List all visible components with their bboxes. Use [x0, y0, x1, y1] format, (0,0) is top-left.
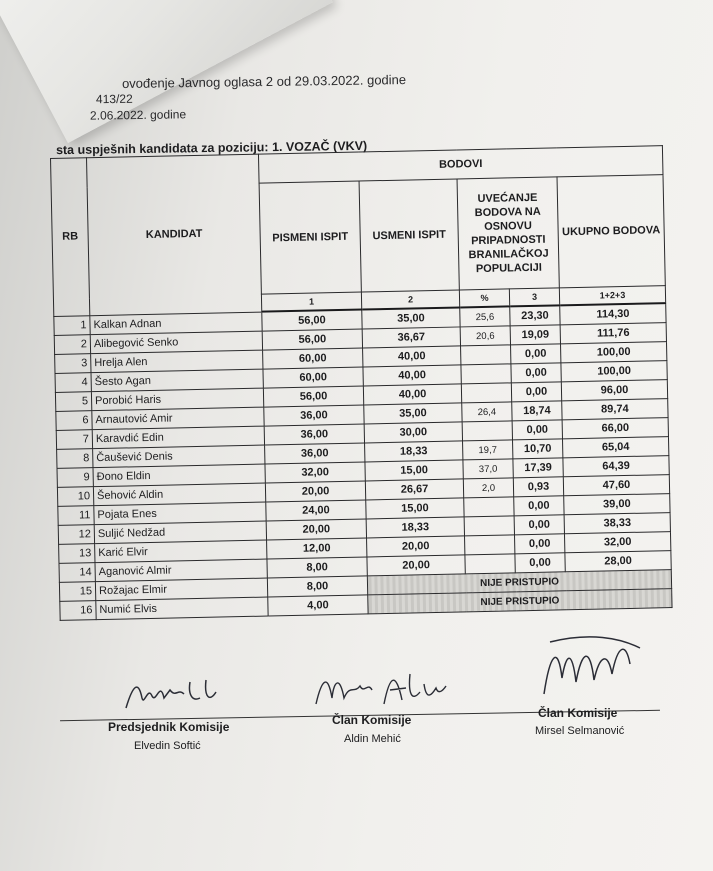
- row-number-cell: 16: [60, 601, 96, 621]
- total-points-cell: 66,00: [562, 418, 668, 439]
- header-date: 2.06.2022. godine: [89, 107, 187, 123]
- candidate-name-cell: Pojata Enes: [94, 502, 266, 525]
- col-rb-header: RB: [51, 158, 90, 316]
- candidate-name-cell: Đono Eldin: [93, 464, 265, 487]
- list-title: sta uspješnih kandidata za poziciju: 1. VOZAČ (VKV): [55, 138, 368, 158]
- candidate-name-cell: Alibegović Senko: [90, 331, 262, 354]
- bonus-points-cell: 19,09: [510, 325, 560, 345]
- usmeni-score-cell: 18,33: [365, 441, 463, 462]
- usmeni-score-cell: 40,00: [363, 365, 461, 386]
- bonus-percent-cell: 20,6: [460, 326, 510, 346]
- signature-role-2: Član Komisije: [332, 713, 412, 727]
- absent-note-cell: NIJE PRISTUPIO: [368, 589, 672, 614]
- bonus-percent-cell: [464, 497, 514, 517]
- usmeni-score-cell: 40,00: [363, 346, 461, 367]
- header-announcement: ovođenje Javnog oglasa 2 od 29.03.2022. godine: [121, 72, 407, 91]
- signature-mehic: [310, 664, 450, 716]
- results-table-container: [50, 145, 672, 631]
- pismeni-score-cell: 60,00: [263, 348, 363, 369]
- col-num-total: 1+2+3: [559, 286, 665, 306]
- candidate-name-cell: Numić Elvis: [96, 597, 268, 620]
- total-points-cell: 32,00: [564, 532, 670, 553]
- row-number-cell: 14: [59, 563, 95, 583]
- row-number-cell: 7: [56, 430, 92, 450]
- usmeni-score-cell: 35,00: [364, 403, 462, 424]
- pismeni-score-cell: 8,00: [267, 576, 367, 597]
- total-points-cell: 89,74: [562, 399, 668, 420]
- total-points-cell: 47,60: [563, 475, 669, 496]
- bonus-points-cell: 0,00: [514, 534, 564, 554]
- bonus-percent-cell: [465, 535, 515, 555]
- col-kandidat-header: KANDIDAT: [87, 154, 262, 315]
- results-table: [50, 145, 673, 621]
- candidate-name-cell: Hrelja Alen: [91, 350, 263, 373]
- pismeni-score-cell: 36,00: [264, 405, 364, 426]
- candidate-name-cell: Arnautović Amir: [92, 407, 264, 430]
- total-points-cell: 111,76: [560, 323, 666, 344]
- usmeni-score-cell: 30,00: [364, 422, 462, 443]
- candidate-name-cell: Kalkan Adnan: [90, 312, 262, 335]
- usmeni-score-cell: 20,00: [367, 536, 465, 557]
- row-number-cell: 9: [57, 468, 93, 488]
- row-number-cell: 2: [54, 335, 90, 355]
- bonus-points-cell: 0,93: [513, 477, 563, 497]
- bonus-points-cell: 0,00: [511, 363, 561, 383]
- pismeni-score-cell: 36,00: [265, 443, 365, 464]
- row-number-cell: 15: [59, 582, 95, 602]
- signature-role-3: Član Komisije: [538, 706, 618, 720]
- usmeni-score-cell: 35,00: [362, 307, 460, 329]
- bonus-percent-cell: [464, 516, 514, 536]
- pismeni-score-cell: 20,00: [265, 481, 365, 502]
- col-num-2: 2: [361, 290, 459, 310]
- total-points-cell: 100,00: [561, 342, 667, 363]
- total-points-cell: 39,00: [564, 494, 670, 515]
- total-points-cell: 38,33: [564, 513, 670, 534]
- bonus-percent-cell: [462, 421, 512, 441]
- candidate-name-cell: Šehović Aldin: [93, 483, 265, 506]
- col-pismeni-header: PISMENI ISPIT: [259, 181, 361, 294]
- bonus-points-cell: 0,00: [511, 344, 561, 364]
- absent-note-cell: NIJE PRISTUPIO: [367, 570, 671, 595]
- total-points-cell: 28,00: [565, 551, 671, 572]
- bonus-points-cell: 0,00: [514, 515, 564, 535]
- bonus-percent-cell: 2,0: [463, 478, 513, 498]
- pismeni-score-cell: 60,00: [263, 367, 363, 388]
- col-num-pct: %: [459, 289, 509, 308]
- bonus-percent-cell: 19,7: [463, 440, 513, 460]
- bonus-percent-cell: [461, 383, 511, 403]
- pismeni-score-cell: 56,00: [262, 329, 362, 350]
- bonus-percent-cell: [461, 345, 511, 365]
- row-number-cell: 5: [55, 392, 91, 412]
- bonus-points-cell: 0,00: [512, 420, 562, 440]
- total-points-cell: 100,00: [561, 361, 667, 382]
- bonus-percent-cell: [461, 364, 511, 384]
- signature-name-2: Aldin Mehić: [344, 733, 401, 745]
- bonus-points-cell: 0,00: [514, 496, 564, 516]
- pismeni-score-cell: 32,00: [265, 462, 365, 483]
- usmeni-score-cell: 18,33: [366, 517, 464, 538]
- pismeni-score-cell: 24,00: [266, 500, 366, 521]
- usmeni-score-cell: 36,67: [362, 327, 460, 348]
- candidate-name-cell: Karavdić Edin: [92, 426, 264, 449]
- bonus-percent-cell: 25,6: [460, 306, 510, 327]
- pismeni-score-cell: 36,00: [264, 424, 364, 445]
- bonus-points-cell: 0,00: [511, 382, 561, 402]
- usmeni-score-cell: 40,00: [363, 384, 461, 405]
- col-ukupno-header: UKUPNO BODOVA: [557, 175, 665, 288]
- total-points-cell: 64,39: [563, 456, 669, 477]
- candidate-name-cell: Aganović Almir: [95, 559, 267, 582]
- total-points-cell: 96,00: [561, 380, 667, 401]
- signature-name-1: Elvedin Softić: [134, 740, 201, 752]
- row-number-cell: 1: [54, 315, 90, 335]
- row-number-cell: 11: [58, 506, 94, 526]
- col-num-3: 3: [509, 288, 559, 307]
- header-reference-number: 413/22: [95, 91, 133, 107]
- candidate-name-cell: Karić Elvir: [95, 540, 267, 563]
- signature-softic: [118, 668, 228, 718]
- candidate-name-cell: Čaušević Denis: [93, 445, 265, 468]
- pismeni-score-cell: 4,00: [268, 595, 368, 616]
- signature-selmanovic: [530, 634, 650, 706]
- candidate-name-cell: Porobić Haris: [91, 388, 263, 411]
- bonus-points-cell: 17,39: [513, 458, 563, 478]
- signature-name-3: Mirsel Selmanović: [535, 725, 625, 737]
- row-number-cell: 12: [58, 525, 94, 545]
- col-num-1: 1: [261, 292, 361, 312]
- bonus-points-cell: 18,74: [512, 401, 562, 421]
- total-points-cell: 65,04: [562, 437, 668, 458]
- bonus-percent-cell: [465, 554, 515, 574]
- col-usmeni-header: USMENI ISPIT: [359, 179, 459, 292]
- col-uvecanje-header: UVEĆANJE BODOVA NA OSNOVU PRIPADNOSTI BRANILAČKOJ POPULACIJI: [457, 177, 559, 290]
- usmeni-score-cell: 15,00: [366, 498, 464, 519]
- row-number-cell: 6: [56, 411, 92, 431]
- bonus-percent-cell: 26,4: [462, 402, 512, 422]
- row-number-cell: 10: [57, 487, 93, 507]
- signature-role-1: Predsjednik Komisije: [108, 720, 230, 734]
- bonus-percent-cell: 37,0: [463, 459, 513, 479]
- usmeni-score-cell: 26,67: [365, 479, 463, 500]
- bonus-points-cell: 0,00: [515, 553, 565, 573]
- pismeni-score-cell: 56,00: [263, 386, 363, 407]
- pismeni-score-cell: 8,00: [267, 557, 367, 578]
- table-body: [54, 303, 672, 620]
- col-bodovi-header: BODOVI: [258, 146, 663, 183]
- pismeni-score-cell: 12,00: [267, 538, 367, 559]
- pismeni-score-cell: 20,00: [266, 519, 366, 540]
- usmeni-score-cell: 15,00: [365, 460, 463, 481]
- row-number-cell: 3: [55, 354, 91, 374]
- candidate-name-cell: Suljić Nedžad: [94, 521, 266, 544]
- bonus-points-cell: 10,70: [513, 439, 563, 459]
- candidate-name-cell: Rožajac Elmir: [95, 578, 267, 601]
- row-number-cell: 4: [55, 373, 91, 393]
- row-number-cell: 13: [59, 544, 95, 564]
- usmeni-score-cell: 20,00: [367, 555, 465, 576]
- bonus-points-cell: 23,30: [510, 305, 560, 326]
- folded-sheet-corner: [0, 0, 333, 143]
- pismeni-score-cell: 56,00: [262, 310, 362, 332]
- candidate-name-cell: Šesto Agan: [91, 369, 263, 392]
- total-points-cell: 114,30: [560, 303, 666, 325]
- row-number-cell: 8: [57, 449, 93, 469]
